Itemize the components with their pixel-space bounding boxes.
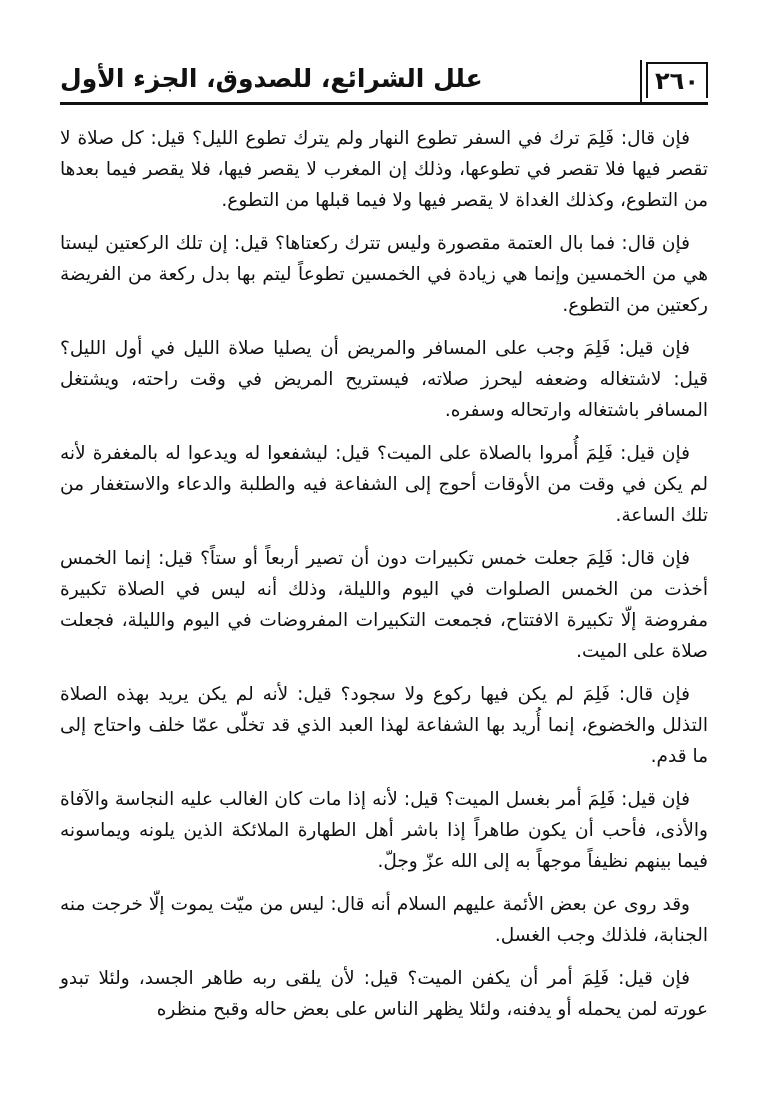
book-title: علل الشرائع، للصدوق، الجزء الأول: [60, 64, 483, 93]
paragraph: فإن قيل: فَلِمَ أُمروا بالصلاة على الميت؟ قيل: ليشفعوا له ويدعوا له بالمغفرة لأنه لم يكن في وقت من الأوقات أحوج إلى الشفاعة فيه والطلبة والدعاء والاستغفار من تلك الساعة.: [60, 443, 708, 526]
paragraph: فإن قيل: فَلِمَ أمر أن يكفن الميت؟ قيل: لأن يلقى ربه طاهر الجسد، ولئلا تبدو عورته لمن يحمله أو يدفنه، ولئلا يظهر الناس على بعض حاله وقبح منظره: [60, 968, 708, 1020]
paragraph: فإن قال: فَلِمَ ترك في السفر تطوع النهار ولم يترك تطوع الليل؟ قيل: كل صلاة لا تقصر فيها فلا تقصر في تطوعها، وذلك إن المغرب لا يقصر فيها، فلا يقصر فيما بعدها من التطوع، وكذلك الغداة لا يقصر فيها ولا فيما قبلها من التطوع.: [60, 128, 708, 211]
book-page: [60, 56, 708, 1096]
paragraph: فإن قال: فَلِمَ جعلت خمس تكبيرات دون أن تصير أربعاً أو ستاً؟ قيل: إنما الخمس أخذت من الخمس الصلوات في اليوم والليلة، وذلك أنه ليس في الصلاة تكبيرة مفروضة إلّا تكبيرة الافتتاح، فجمعت التكبيرات المفروضات في اليوم والليلة، فجعلت صلاة على الميت.: [60, 548, 708, 662]
page-body: [60, 123, 708, 1025]
page-number: ٢٦٠: [646, 62, 708, 98]
page-header: [60, 56, 708, 105]
paragraph: وقد روى عن بعض الأئمة عليهم السلام أنه قال: ليس من ميّت يموت إلّا خرجت منه الجنابة، فلذلك وجب الغسل.: [60, 894, 708, 946]
paragraph: فإن قيل: فَلِمَ أمر بغسل الميت؟ قيل: لأنه إذا مات كان الغالب عليه النجاسة والآفاة والأذى، فأحب أن يكون طاهراً إذا باشر أهل الطهارة الملائكة الذين يلونه ويماسونه فيما بينهم نظيفاً موجهاً به إلى الله عزّ وجلّ.: [60, 789, 708, 872]
paragraph: فإن قال: فما بال العتمة مقصورة وليس تترك ركعتاها؟ قيل: إن تلك الركعتين ليستا هي من الخمسين وإنما هي زيادة في الخمسين تطوعاً ليتم بها بدل ركعة من الفريضة ركعتين من التطوع.: [60, 233, 708, 316]
paragraph: فإن قال: فَلِمَ لم يكن فيها ركوع ولا سجود؟ قيل: لأنه لم يكن يريد بهذه الصلاة التذلل والخضوع، إنما أُريد بها الشفاعة لهذا العبد الذي قد تخلّى عمّا خلف واحتاج إلى ما قدم.: [60, 684, 708, 767]
paragraph: فإن قيل: فَلِمَ وجب على المسافر والمريض أن يصليا صلاة الليل في أول الليل؟ قيل: لاشتغاله وضعفه ليحرز صلاته، فيستريح المريض في وقت راحته، ويشتغل المسافر باشتغاله وارتحاله وسفره.: [60, 338, 708, 421]
